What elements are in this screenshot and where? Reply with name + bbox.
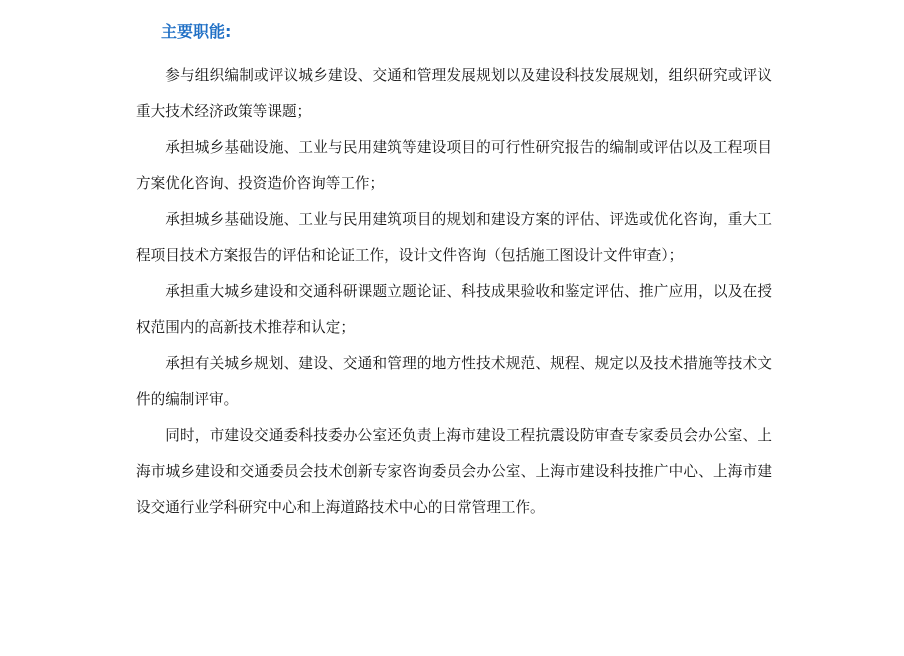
content-body [136,58,772,526]
paragraph-feasibility: 承担城乡基础设施、工业与民用建筑等建设项目的可行性研究报告的编制或评估以及工程项目方案优化咨询、投资造价咨询等工作； [136,139,772,192]
paragraph-evaluation: 承担城乡基础设施、工业与民用建筑项目的规划和建设方案的评估、评选或优化咨询，重大工程项目技术方案报告的评估和论证工作，设计文件咨询（包括施工图设计文件审查）； [136,211,772,264]
section-heading: 主要职能: [161,22,232,41]
paragraph-standards: 承担有关城乡规划、建设、交通和管理的地方性技术规范、规程、规定以及技术措施等技术文件的编制评审。 [136,355,772,408]
paragraph-office: 同时，市建设交通委科技委办公室还负责上海市建设工程抗震设防审查专家委员会办公室、上海市城乡建设和交通委员会技术创新专家咨询委员会办公室、上海市建设科技推广中心、上海市建设交通行业学科研究中心和上海道路技术中心的日常管理工作。 [136,427,772,516]
paragraph-research: 承担重大城乡建设和交通科研课题立题论证、科技成果验收和鉴定评估、推广应用，以及在授权范围内的高新技术推荐和认定； [136,283,772,336]
paragraph-planning: 参与组织编制或评议城乡建设、交通和管理发展规划以及建设科技发展规划，组织研究或评议重大技术经济政策等课题； [136,67,772,120]
